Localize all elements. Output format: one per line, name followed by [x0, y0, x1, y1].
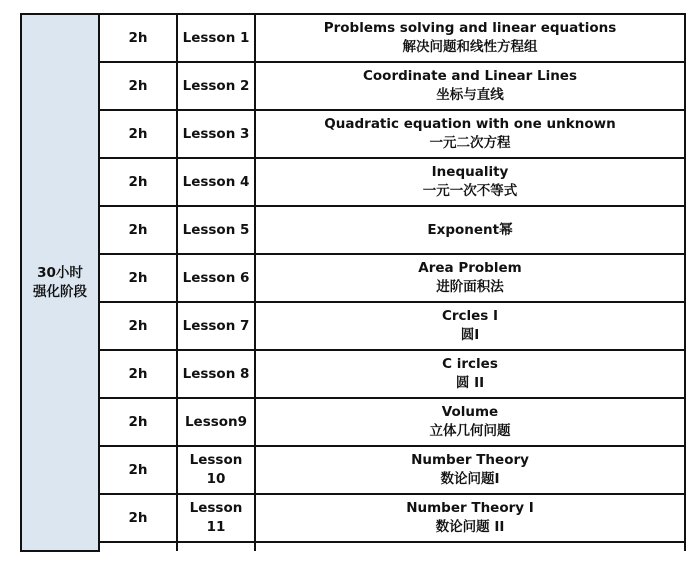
topic-english: Area Problem: [418, 260, 522, 276]
lesson-cell: Lesson 11: [177, 494, 255, 542]
topic-chinese: 圆 II: [455, 375, 485, 391]
table-row: [21, 254, 685, 302]
lesson-cell: Lesson 2: [177, 62, 255, 110]
topic-cell: [255, 62, 685, 110]
topic-cell: [255, 158, 685, 206]
hours-cell: 2h: [99, 350, 177, 398]
topic-cell: [255, 350, 685, 398]
topic-cell: [255, 206, 685, 254]
stage-cell: [21, 14, 99, 551]
hours-cell: 2h: [99, 302, 177, 350]
hours-cell: 2h: [99, 398, 177, 446]
topic-english: Exponent幂: [427, 221, 513, 238]
lesson-cell: Lesson 4: [177, 158, 255, 206]
topic-chinese: 坐标与直线: [436, 87, 504, 103]
table-row: [21, 398, 685, 446]
topic-cell: [255, 110, 685, 158]
hours-cell: 2h: [99, 254, 177, 302]
topic-chinese: 立体几何问题: [429, 423, 511, 439]
topic-english: C ircles: [442, 356, 498, 372]
topic-chinese: 一元二次方程: [429, 135, 511, 151]
topic-cell: [255, 254, 685, 302]
hours-cell: 2h: [99, 206, 177, 254]
lesson-cell: Lesson 6: [177, 254, 255, 302]
topic-cell: [255, 542, 685, 551]
schedule-table-wrapper: [20, 13, 686, 552]
stage-name-label: 强化阶段: [33, 283, 87, 300]
table-row: [21, 110, 685, 158]
lesson-cell: Lesson 10: [177, 446, 255, 494]
table-row: [21, 302, 685, 350]
course-schedule-table: [20, 13, 686, 552]
hours-cell: 2h: [99, 446, 177, 494]
topic-chinese: 进阶面积法: [436, 279, 504, 295]
table-row-partial: [21, 542, 685, 551]
table-row: [21, 446, 685, 494]
topic-chinese: 数论问题 II: [435, 519, 505, 535]
hours-cell: 2h: [99, 158, 177, 206]
topic-english: Number Theory: [411, 452, 529, 468]
table-row: [21, 350, 685, 398]
topic-chinese: 数论问题I: [440, 471, 500, 487]
topic-english: Crcles I: [441, 308, 499, 324]
topic-cell: [255, 446, 685, 494]
lesson-cell: Lesson 3: [177, 110, 255, 158]
hours-cell: 2h: [99, 110, 177, 158]
lesson-cell: Lesson 1: [177, 14, 255, 62]
lesson-cell: [177, 542, 255, 551]
hours-cell: [99, 542, 177, 551]
topic-cell: [255, 14, 685, 62]
hours-cell: 2h: [99, 494, 177, 542]
topic-chinese: 解决问题和线性方程组: [402, 39, 538, 55]
lesson-cell: Lesson9: [177, 398, 255, 446]
lesson-cell: Lesson 5: [177, 206, 255, 254]
topic-chinese: 一元一次不等式: [422, 183, 518, 199]
lesson-cell: Lesson 8: [177, 350, 255, 398]
topic-cell: [255, 494, 685, 542]
topic-english: Problems solving and linear equations: [323, 20, 617, 36]
topic-english: Coordinate and Linear Lines: [362, 68, 578, 84]
table-row: [21, 494, 685, 542]
topic-cell: [255, 398, 685, 446]
topic-english: Number Theory I: [406, 500, 534, 516]
table-row: [21, 158, 685, 206]
topic-english: Quadratic equation with one unknown: [324, 116, 616, 132]
topic-cell: [255, 302, 685, 350]
table-row: [21, 206, 685, 254]
stage-hours-label: 30小时: [37, 264, 83, 281]
topic-chinese: 圆I: [460, 327, 480, 343]
topic-english: Inequality: [431, 164, 509, 180]
hours-cell: 2h: [99, 14, 177, 62]
topic-english: Volume: [441, 404, 499, 420]
table-row: [21, 62, 685, 110]
schedule-body: [21, 14, 685, 551]
table-row: [21, 14, 685, 62]
hours-cell: 2h: [99, 62, 177, 110]
lesson-cell: Lesson 7: [177, 302, 255, 350]
